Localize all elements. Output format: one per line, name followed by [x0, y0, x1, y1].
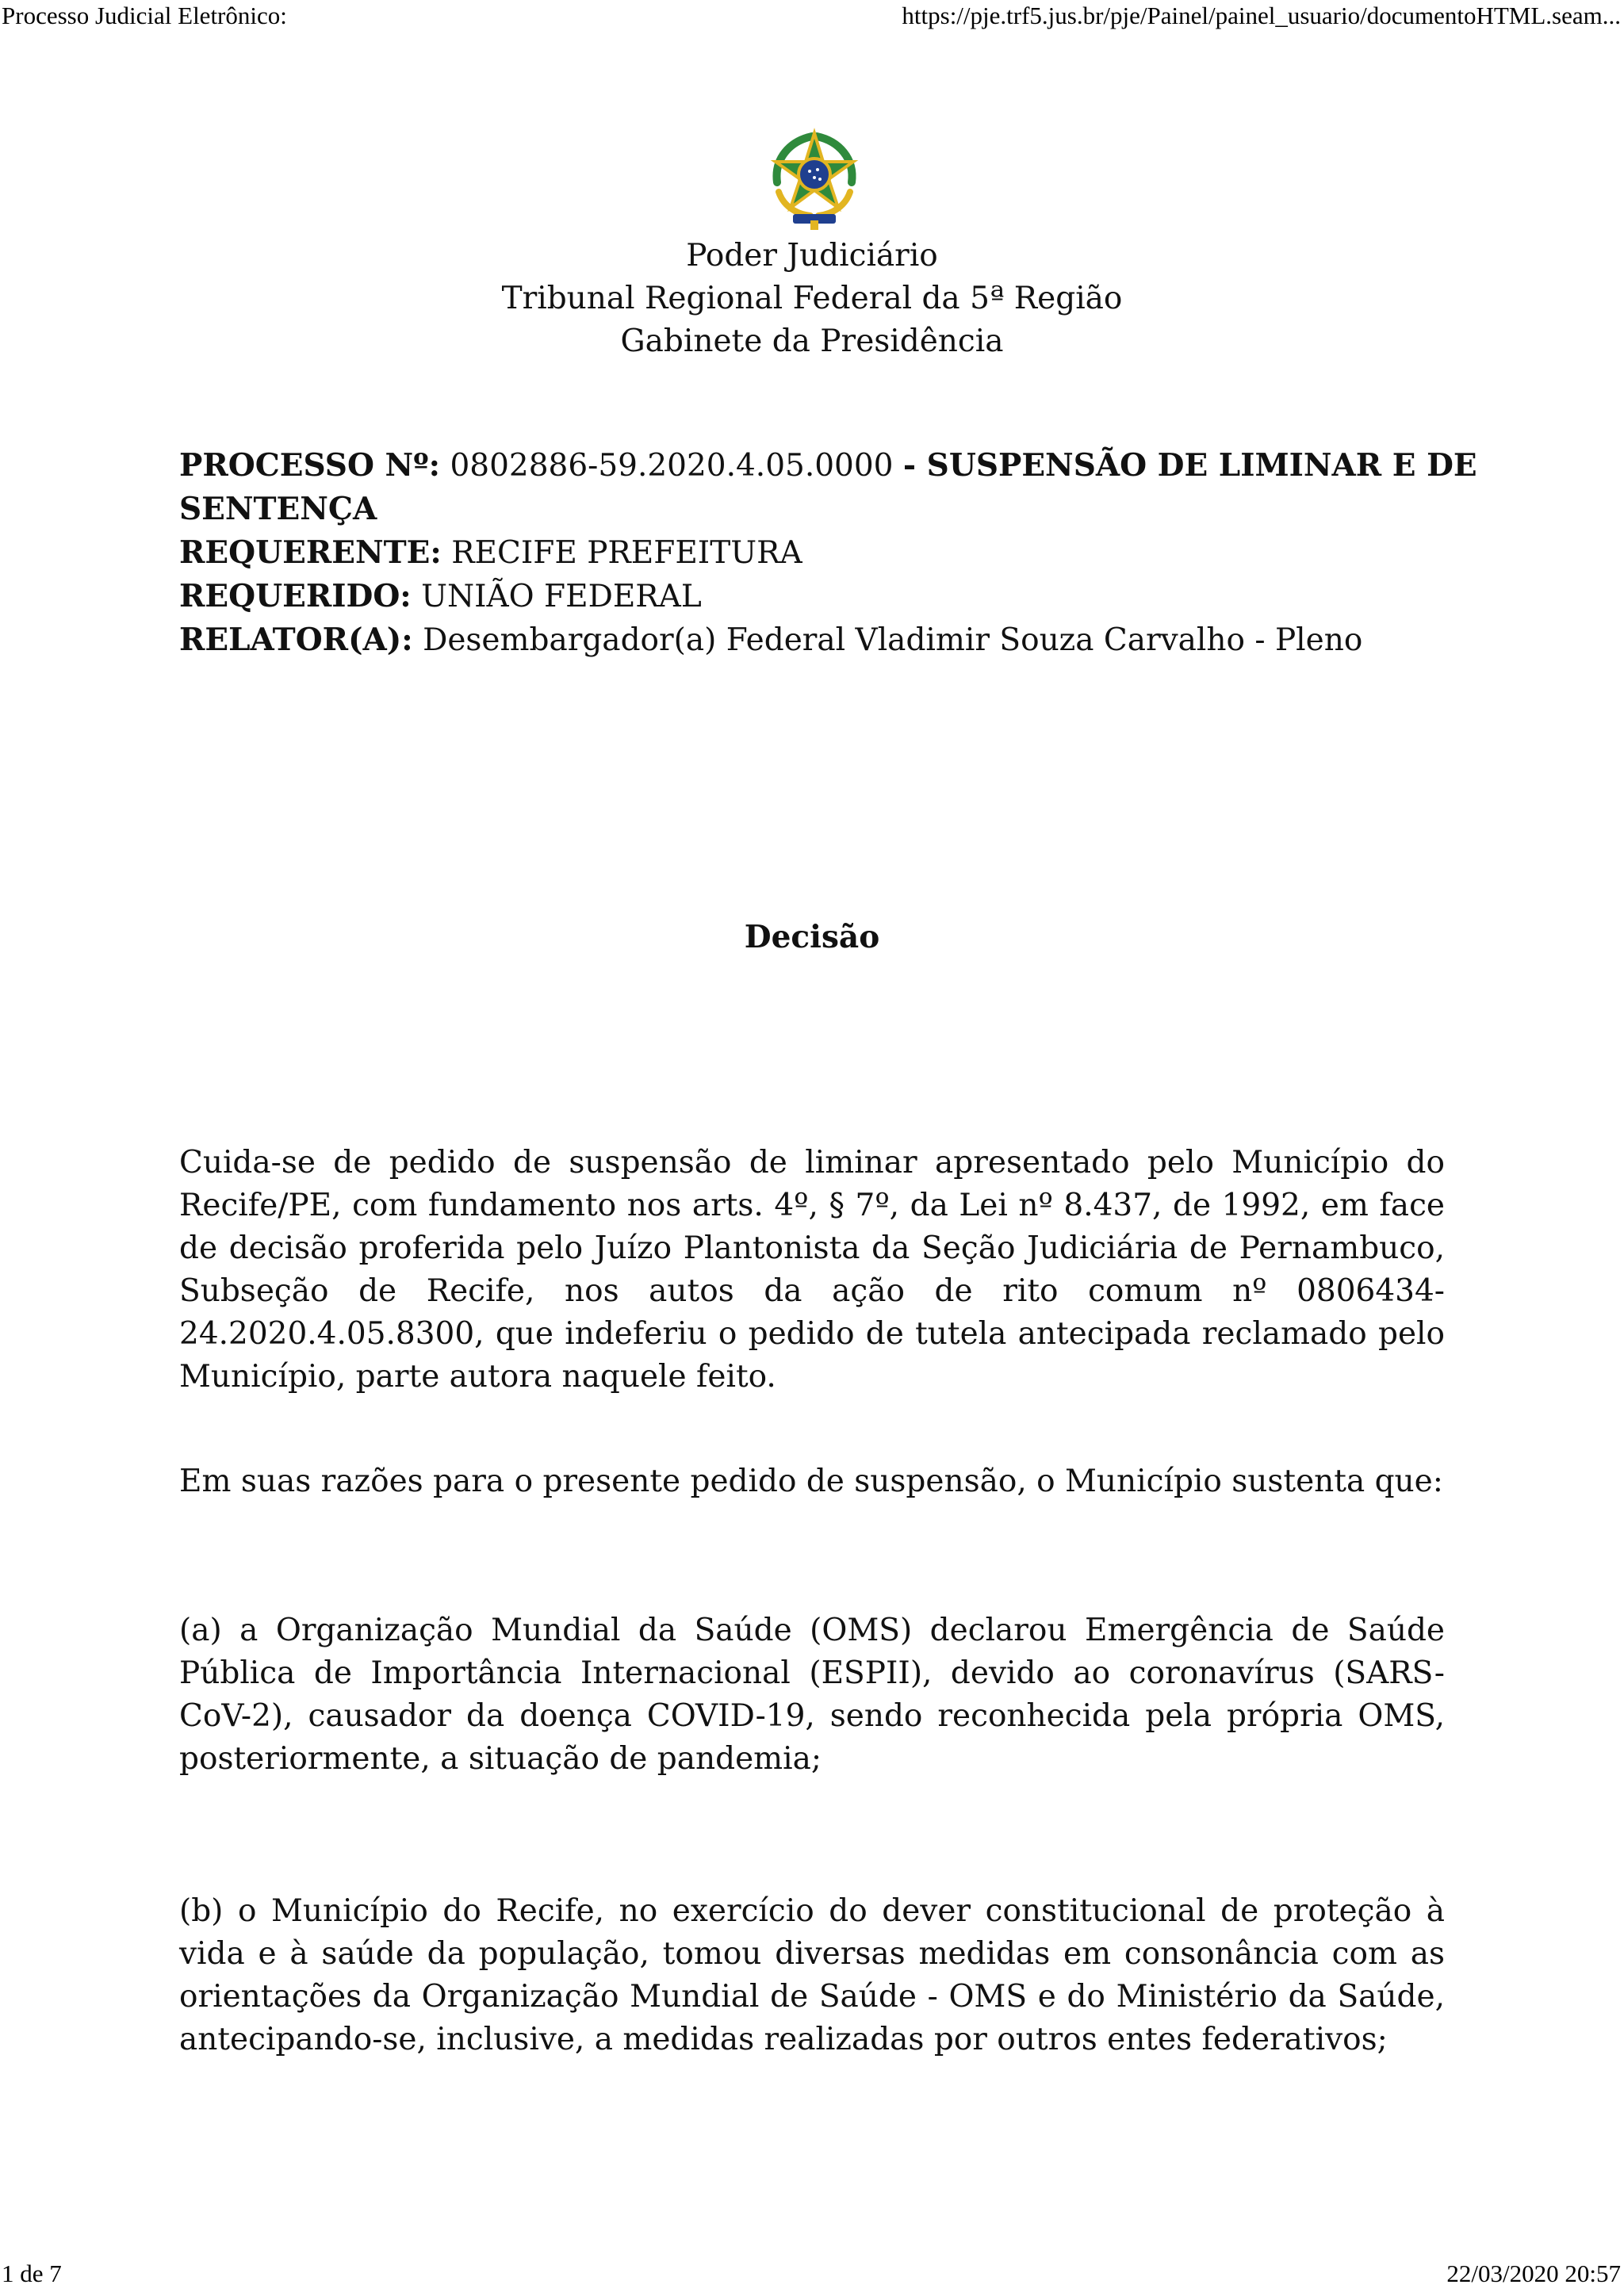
- requerido-value: UNIÃO FEDERAL: [421, 579, 702, 614]
- paragraph-item-b: (b) o Município do Recife, no exercício do dever constitucional de proteção à vida e à saúde da população, tomou diversas medidas em consonância com as orientações da Organização Mundial de Saúde - OMS e do Ministério da Saúde, antecipando-se, inclusive, a medidas realizadas por outros entes federativos;: [179, 1893, 1445, 2057]
- relator-label: RELATOR(A):: [179, 622, 413, 658]
- requerente-label: REQUERENTE:: [179, 534, 442, 571]
- case-number-label: PROCESSO Nº:: [179, 447, 441, 484]
- paragraph-reasons: Em suas razões para o presente pedido de suspensão, o Município sustenta que:: [179, 1464, 1443, 1499]
- case-class-continuation: SENTENÇA: [179, 491, 377, 527]
- print-datetime: 22/03/2020 20:57: [1446, 2260, 1621, 2287]
- page-indicator: 1 de 7: [2, 2260, 62, 2287]
- requerente-value: RECIFE PREFEITURA: [451, 535, 802, 571]
- paragraph-item-a: (a) a Organização Mundial da Saúde (OMS) declarou Emergência de Saúde Pública de Importância Internacional (ESPII), devido ao coronavírus (SARS-CoV-2), causador da doença COVID-19, sendo reconhecida pela própria OMS, posteriormente, a situação de pandemia;: [179, 1613, 1445, 1777]
- relator-value: Desembargador(a) Federal Vladimir Souza Carvalho - Pleno: [423, 622, 1363, 658]
- relator-line: [179, 618, 1448, 662]
- paragraph-intro: Cuida-se de pedido de suspensão de liminar apresentado pelo Município do Recife/PE, com fundamento nos arts. 4º, § 7º, da Lei nº 8.437, de 1992, em face de decisão proferida pelo Juízo Plantonista da Seção Judiciária de Pernambuco, Subseção de Recife, nos autos da ação de rito comum nº 0806434-24.2020.4.05.8300, que indeferiu o pedido de tutela antecipada reclamado pelo Município, parte autora naquele feito.: [179, 1145, 1445, 1395]
- requerido-label: REQUERIDO:: [179, 578, 412, 614]
- case-number-line: [179, 444, 1477, 488]
- case-number: 0802886-59.2020.4.05.0000: [450, 448, 894, 484]
- requerido-line: [179, 575, 1448, 618]
- case-info: [179, 444, 1477, 662]
- print-header-url: https://pje.trf5.jus.br/pje/Painel/painel_usuario/documentoHTML.seam...: [902, 2, 1621, 29]
- court-heading: [0, 235, 1624, 363]
- coat-of-arms-icon: [766, 127, 863, 232]
- heading-line-court: Tribunal Regional Federal da 5ª Região: [501, 281, 1123, 316]
- print-header-title: Processo Judicial Eletrônico:: [2, 2, 287, 29]
- heading-line-office: Gabinete da Presidência: [620, 323, 1004, 359]
- print-header: [0, 2, 1624, 33]
- case-class: - SUSPENSÃO DE LIMINAR E DE: [902, 447, 1477, 484]
- heading-line-judiciary: Poder Judiciário: [686, 238, 938, 274]
- decision-title: Decisão: [744, 919, 880, 955]
- requerente-line: [179, 531, 1448, 575]
- print-footer: [0, 2260, 1624, 2291]
